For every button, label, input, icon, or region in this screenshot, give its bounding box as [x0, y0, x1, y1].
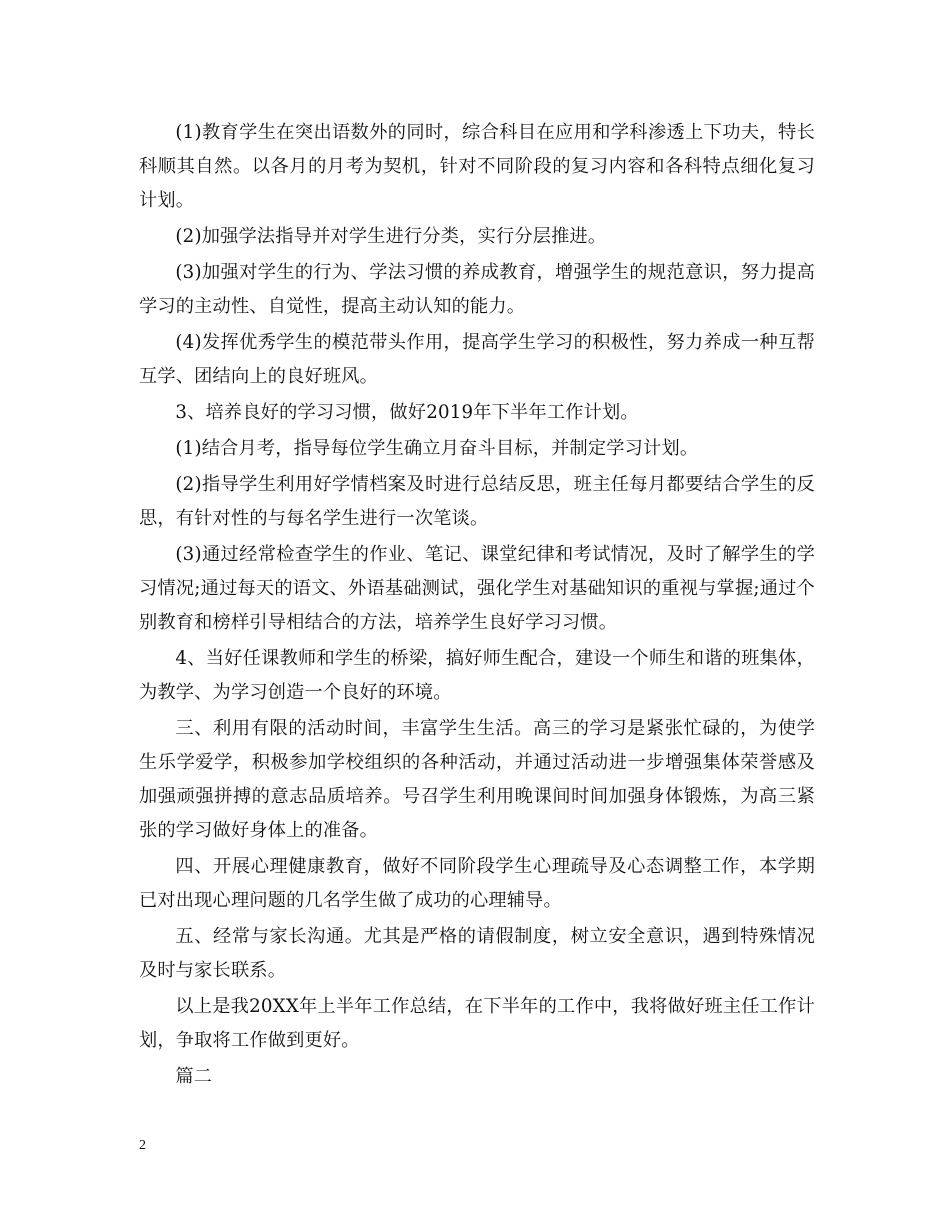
paragraph: (4)发挥优秀学生的模范带头作用，提高学生学习的积极性，努力养成一种互帮互学、团结向上的良好班风。: [139, 332, 815, 387]
paragraph: (2)指导学生利用好学情档案及时进行总结反思，班主任每月都要结合学生的反思，有针对性的与每名学生进行一次笔谈。: [139, 474, 815, 529]
paragraph: (3)通过经常检查学生的作业、笔记、课堂纪律和考试情况，及时了解学生的学习情况;通过每天的语文、外语基础测试，强化学生对基础知识的重视与掌握;通过个别教育和榜样引导相结合的方法，培养学生良好学习习惯。: [139, 544, 815, 633]
paragraph: 以上是我20XX年上半年工作总结，在下半年的工作中，我将做好班主任工作计划，争取将工作做到更好。: [139, 996, 815, 1051]
paragraph: 四、开展心理健康教育，做好不同阶段学生心理疏导及心态调整工作，本学期已对出现心理问题的几名学生做了成功的心理辅导。: [139, 856, 815, 911]
paragraph: 3、培养良好的学习习惯，做好2019年下半年工作计划。: [175, 402, 639, 423]
page-number: 2: [139, 1138, 146, 1153]
section-heading: 篇二: [175, 1066, 213, 1087]
paragraph: 4、当好任课教师和学生的桥梁，搞好师生配合，建设一个师生和谐的班集体，为教学、为学习创造一个良好的环境。: [139, 648, 815, 703]
paragraph: 三、利用有限的活动时间，丰富学生生活。高三的学习是紧张忙碌的，为使学生乐学爱学，积极参加学校组织的各种活动，并通过活动进一步增强集体荣誉感及加强顽强拼搏的意志品质培养。号召学生利用晚课间时间加强身体锻炼，为高三紧张的学习做好身体上的准备。: [139, 718, 815, 841]
paragraph: 五、经常与家长沟通。尤其是严格的请假制度，树立安全意识，遇到特殊情况及时与家长联系。: [139, 926, 815, 981]
paragraph: (1)教育学生在突出语数外的同时，综合科目在应用和学科渗透上下功夫，特长科顺其自然。以各月的月考为契机，针对不同阶段的复习内容和各科特点细化复习计划。: [139, 122, 815, 211]
paragraph: (1)结合月考，指导每位学生确立月奋斗目标，并制定学习计划。: [175, 438, 699, 459]
paragraph: (2)加强学法指导并对学生进行分类，实行分层推进。: [175, 226, 607, 247]
paragraph: (3)加强对学生的行为、学法习惯的养成教育，增强学生的规范意识，努力提高学习的主动性、自觉性，提高主动认知的能力。: [139, 262, 815, 317]
document-body: [139, 116, 815, 1096]
